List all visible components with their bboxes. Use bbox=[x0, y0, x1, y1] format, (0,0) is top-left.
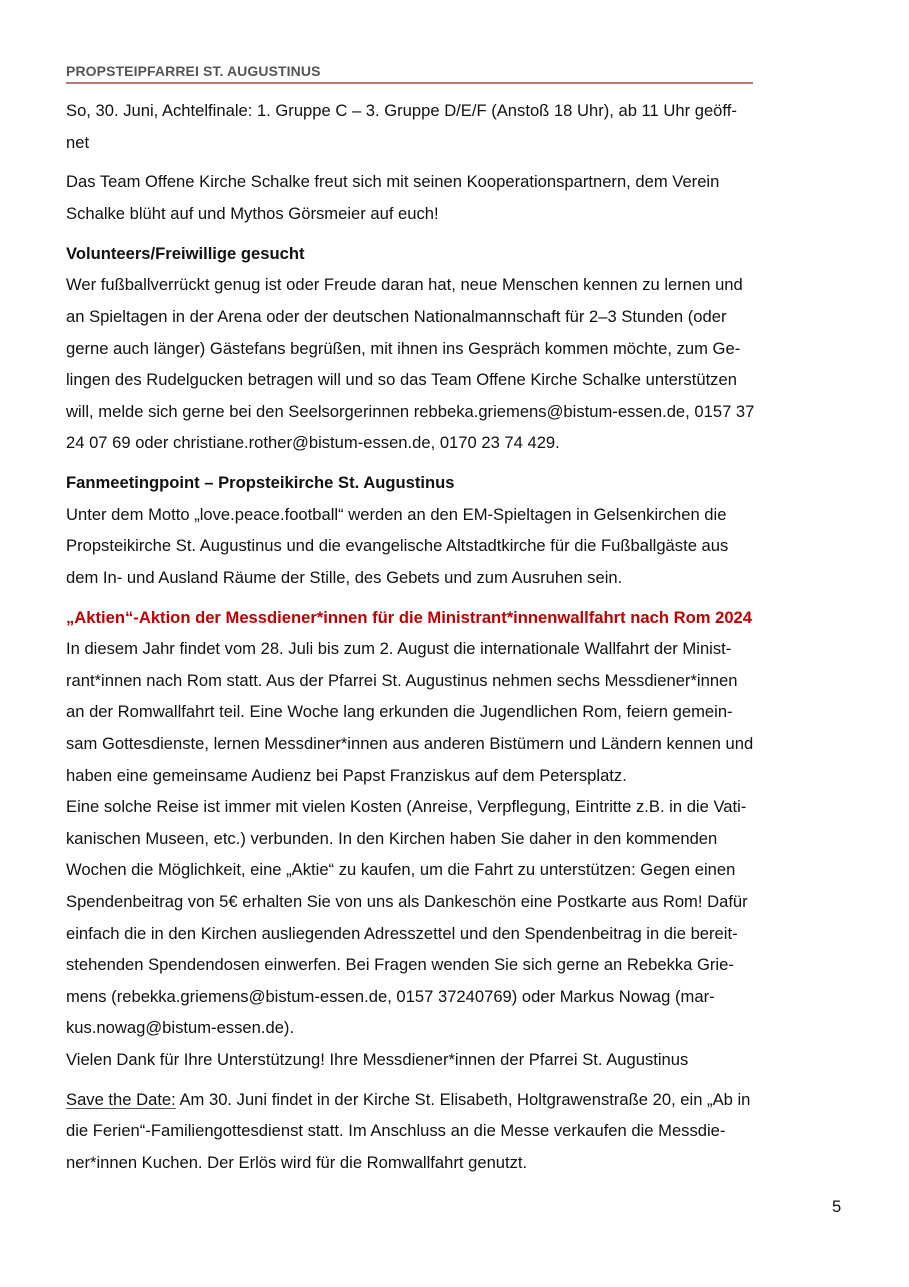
text-line: Vielen Dank für Ihre Unterstützung! Ihre Messdiener*innen der Pfarrei St. Augustinus bbox=[66, 1049, 689, 1069]
text-line: Unter dem Motto „love.peace.football“ werden an den EM-Spieltagen in Gelsenkirchen die bbox=[66, 504, 727, 524]
team-paragraph bbox=[66, 166, 846, 229]
text-line bbox=[66, 1084, 846, 1116]
text-line: Spendenbeitrag von 5€ erhalten Sie von uns als Dankeschön eine Postkarte aus Rom! Dafür bbox=[66, 892, 748, 911]
parish-title: PROPSTEIPFARREI ST. AUGUSTINUS bbox=[66, 63, 321, 79]
text-line: einfach die in den Kirchen ausliegenden Adresszettel und den Spendenbeitrag in die bereit- bbox=[66, 923, 738, 943]
page-header bbox=[66, 62, 753, 84]
text-line: dem In- und Ausland Räume der Stille, des Gebets und zum Ausruhen sein. bbox=[66, 567, 623, 587]
aktien-section bbox=[66, 602, 846, 1076]
volunteers-section bbox=[66, 238, 846, 459]
text-line: kus.nowag@bistum-essen.de). bbox=[66, 1018, 295, 1038]
text-line: Wer fußballverrückt genug ist oder Freude daran hat, neue Menschen kennen zu lernen und bbox=[66, 275, 743, 295]
text-line: Eine solche Reise ist immer mit vielen Kosten (Anreise, Verpflegung, Eintritte z.B. in die Vati- bbox=[66, 797, 747, 817]
save-the-date-text: Am 30. Juni findet in der Kirche St. Elisabeth, Holtgrawenstraße 20, ein „Ab in bbox=[175, 1089, 751, 1109]
text-line: will, melde sich gerne bei den Seelsorgerinnen rebbeka.griemens@bistum-essen.de, 0157 37 bbox=[66, 401, 755, 421]
text-line: net bbox=[66, 132, 90, 152]
text-line: mens (rebekka.griemens@bistum-essen.de, 0157 37240769) oder Markus Nowag (mar- bbox=[66, 986, 715, 1006]
text-line: an Spieltagen in der Arena oder der deutschen Nationalmannschaft für 2–3 Stunden (oder bbox=[66, 306, 727, 326]
save-the-date-label: Save the Date: bbox=[66, 1089, 176, 1109]
aktien-heading: „Aktien“-Aktion der Messdiener*innen für die Ministrant*innenwallfahrt nach Rom 2024 bbox=[66, 607, 752, 627]
text-line: Das Team Offene Kirche Schalke freut sich mit seinen Kooperationspartnern, dem Verein bbox=[66, 172, 720, 192]
text-line: sam Gottesdienste, lernen Messdiner*innen aus anderen Bistümern und Ländern kennen und bbox=[66, 734, 754, 754]
text-line: stehenden Spendendosen einwerfen. Bei Fragen wenden Sie sich gerne an Rebekka Grie- bbox=[66, 955, 734, 975]
text-line: 24 07 69 oder christiane.rother@bistum-essen.de, 0170 23 74 429. bbox=[66, 433, 560, 453]
page-content bbox=[66, 95, 846, 1187]
schedule-paragraph bbox=[66, 95, 846, 158]
volunteers-heading: Volunteers/Freiwillige gesucht bbox=[66, 243, 305, 263]
text-line: ner*innen Kuchen. Der Erlös wird für die Romwallfahrt genutzt. bbox=[66, 1152, 528, 1172]
text-line: Propsteikirche St. Augustinus und die evangelische Altstadtkirche für die Fußballgäste aus bbox=[66, 536, 729, 556]
text-line: kanischen Museen, etc.) verbunden. In den Kirchen haben Sie daher in den kommenden bbox=[66, 828, 718, 848]
save-the-date-section bbox=[66, 1084, 846, 1179]
fanmeeting-heading: Fanmeetingpoint – Propsteikirche St. Augustinus bbox=[66, 473, 455, 493]
text-line: haben eine gemeinsame Audienz bei Papst Franziskus auf dem Petersplatz. bbox=[66, 765, 627, 785]
text-line: lingen des Rudelgucken betragen will und so das Team Offene Kirche Schalke unterstützen bbox=[66, 370, 737, 390]
text-line: So, 30. Juni, Achtelfinale: 1. Gruppe C – 3. Gruppe D/E/F (Anstoß 18 Uhr), ab 11 Uhr geöff- bbox=[66, 101, 737, 120]
text-line: Wochen die Möglichkeit, eine „Aktie“ zu kaufen, um die Fahrt zu unterstützen: Gegen einen bbox=[66, 860, 736, 880]
text-line: Schalke blüht auf und Mythos Görsmeier auf euch! bbox=[66, 203, 439, 223]
text-line: die Ferien“-Familiengottesdienst statt. Im Anschluss an die Messe verkaufen die Messdie- bbox=[66, 1121, 726, 1141]
text-line: gerne auch länger) Gästefans begrüßen, mit ihnen ins Gespräch kommen möchte, zum Ge- bbox=[66, 338, 741, 358]
text-line: In diesem Jahr findet vom 28. Juli bis zum 2. August die internationale Wallfahrt der Minist- bbox=[66, 639, 732, 659]
fanmeeting-section bbox=[66, 467, 846, 593]
text-line: rant*innen nach Rom statt. Aus der Pfarrei St. Augustinus nehmen sechs Messdiener*innen bbox=[66, 670, 738, 690]
page-number: 5 bbox=[832, 1197, 842, 1216]
text-line: an der Romwallfahrt teil. Eine Woche lang erkunden die Jugendlichen Rom, feiern gemein- bbox=[66, 702, 733, 722]
